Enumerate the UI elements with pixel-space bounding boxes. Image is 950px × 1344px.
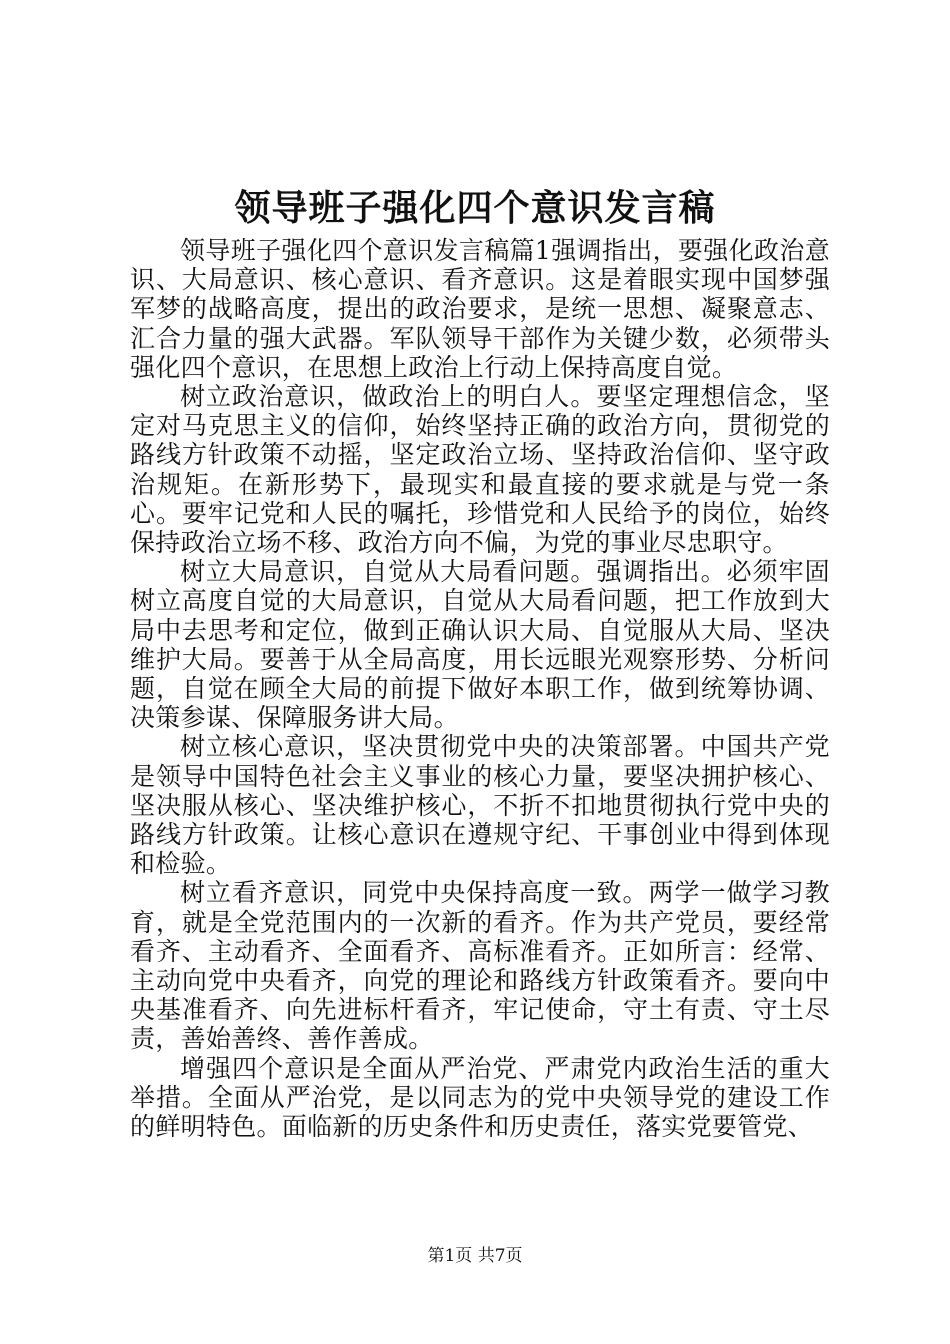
document-title: 领导班子强化四个意识发言稿: [234, 187, 716, 229]
paragraph-1: 领导班子强化四个意识发言稿篇1强调指出，要强化政治意识、大局意识、核心意识、看齐意识。这是着眼实现中国梦强军梦的战略高度，提出的政治要求，是统一思想、凝聚意志、汇合力量的强大武器。军队领导干部作为关键少数，必须带头强化四个意识，在思想上政治上行动上保持高度自觉。: [130, 236, 830, 382]
paragraph-6: 增强四个意识是全面从严治党、严肃党内政治生活的重大举措。全面从严治党，是以同志为的党中央领导党的建设工作的鲜明特色。面临新的历史条件和历史责任，落实党要管党、: [130, 1053, 830, 1142]
paragraph-5: 树立看齐意识，同党中央保持高度一致。两学一做学习教育，就是全党范围内的一次新的看齐。作为共产党员，要经常看齐、主动看齐、全面看齐、高标准看齐。正如所言：经常、主动向党中央看齐，向党的理论和路线方针政策看齐。要向中央基准看齐、向先进标杆看齐，牢记使命，守土有责、守土尽责，善始善终、善作善成。: [130, 878, 830, 1054]
paragraph-3: 树立大局意识，自觉从大局看问题。强调指出。必须牢固树立高度自觉的大局意识，自觉从大局看问题，把工作放到大局中去思考和定位，做到正确认识大局、自觉服从大局、坚决维护大局。要善于从全局高度，用长远眼光观察形势、分析问题，自觉在顾全大局的前提下做好本职工作，做到统筹协调、决策参谋、保障服务讲大局。: [130, 557, 830, 733]
paragraph-2: 树立政治意识，做政治上的明白人。要坚定理想信念，坚定对马克思主义的信仰，始终坚持正确的政治方向，贯彻党的路线方针政策不动摇，坚定政治立场、坚持政治信仰、坚守政治规矩。在新形势下，最现实和最直接的要求就是与党一条心。要牢记党和人民的嘱托，珍惜党和人民给予的岗位，始终保持政治立场不移、政治方向不偏，为党的事业尽忠职守。: [130, 382, 830, 558]
page-number-footer: 第1页 共7页: [427, 1246, 523, 1266]
paragraph-4: 树立核心意识，坚决贯彻党中央的决策部署。中国共产党是领导中国特色社会主义事业的核心力量，要坚决拥护核心、坚决服从核心、坚决维护核心，不折不扣地贯彻执行党中央的路线方针政策。让核心意识在遵规守纪、干事创业中得到体现和检验。: [130, 732, 830, 879]
document-body: [130, 236, 830, 1141]
